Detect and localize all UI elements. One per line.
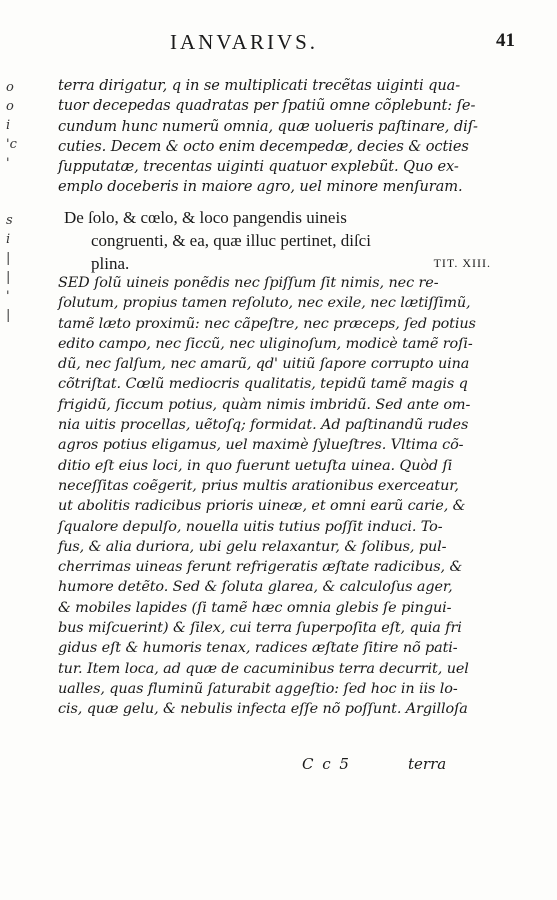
text-line: neceſſitas coẽgerit, prius multis arationibus exerceatur, (58, 477, 459, 494)
margin-mark: s (6, 213, 13, 228)
section-paragraph (58, 273, 476, 720)
running-title: IANVARIVS. (170, 30, 319, 54)
margin-mark: ' (6, 156, 10, 171)
heading-last-line (64, 252, 491, 275)
text-line: ualles, quas fluminũ ſaturabit aggeſtio: ſed hoc in iis lo- (58, 680, 458, 697)
margin-mark: i (6, 232, 11, 247)
signature-mark: C c 5 (302, 755, 351, 773)
text-line: terra dirigatur, q in se multiplicati trecẽtas uiginti qua- (58, 77, 461, 94)
text-line: tur. Item loca, ad quæ de cacuminibus terra decurrit, uel (58, 660, 469, 677)
catchword: terra (408, 755, 447, 773)
margin-mark: ' (6, 289, 10, 304)
text-line: cundum hunc numerũ omnia, quæ uolueris paſtinare, diſ- (58, 117, 478, 135)
text-line: agros potius eligamus, uel maximè ſylueſtres. Vltima cõ- (58, 437, 464, 454)
text-line: emplo doceberis in maiore agro, uel minore menſuram. (58, 178, 463, 196)
text-line: gidus eſt & humoris tenax, radices æſtate ſitire nõ pati- (58, 640, 458, 657)
text-line: cherrimas uineas ferunt refrigeratis æſtate radicibus, & (58, 559, 463, 576)
text-line: ſupputatæ, trecentas uiginti quatuor explebũt. Quo ex- (58, 158, 459, 176)
margin-mark: o (6, 80, 14, 95)
text-line: ſolutum, propius tamen reſoluto, nec exile, nec lætiſſimũ, (58, 295, 471, 312)
margin-marks (6, 78, 26, 325)
margin-mark: | (6, 308, 11, 323)
text-line: bus miſcuerint) & ſilex, cui terra ſuperpoſita eſt, quia fri (58, 620, 462, 637)
heading-line: De ſolo, & cœlo, & loco pangendis uineis (64, 208, 347, 227)
opening-paragraph (58, 76, 478, 198)
margin-mark: o (6, 99, 14, 114)
text-line: frigidũ, ſiccum potius, quàm nimis imbridũ. Sed ante om- (58, 396, 471, 413)
text-line: edito campo, nec ſiccũ, nec uliginoſum, modicè tamẽ roſi- (58, 335, 473, 352)
margin-mark: i (6, 118, 11, 133)
page-footer (0, 755, 557, 779)
text-line: ditio eſt eius loci, in quo fuerunt uetuſta uinea. Quòd ſi (58, 457, 453, 474)
heading-line: plina. (91, 254, 130, 273)
text-line: tuor decepedas quadratas per ſpatiũ omne cõplebunt: ſe- (58, 97, 476, 115)
heading-line: congruenti, & ea, quæ illuc pertinet, diſci (91, 231, 371, 250)
text-line: nia uitis procellas, uẽtoſq; formidat. Ad paſtinandũ rudes (58, 417, 469, 434)
text-line: cõtriſtat. Cœlũ mediocris qualitatis, tepidũ tamẽ magis q (58, 376, 468, 393)
title-number: TIT. XIII. (433, 256, 491, 270)
text-line: humore detẽto. Sed & ſoluta glarea, & calculoſus ager, (58, 579, 453, 596)
text-line: tamẽ læto proximũ: nec cãpeſtre, nec præceps, ſed potius (58, 315, 476, 332)
margin-mark: | (6, 251, 11, 266)
text-line: ſqualore depulſo, nouella uitis tutius poſſit induci. To- (58, 518, 443, 535)
section-heading (64, 206, 491, 275)
margin-mark: | (6, 270, 11, 285)
text-line: & mobiles lapides (ſi tamẽ hæc omnia glebis ſe pingui- (58, 599, 452, 616)
text-line: cis, quæ gelu, & nebulis infecta eſſe nõ poſſunt. Argilloſa (58, 701, 468, 718)
text-line: ut abolitis radicibus prioris uineæ, et omni earũ carie, & (58, 498, 466, 515)
margin-mark: 'c (6, 137, 17, 152)
text-line: SED ſolũ uineis ponẽdis nec ſpiſſum ſit nimis, nec re- (58, 275, 439, 291)
page-header (0, 30, 557, 70)
text-line: cuties. Decem & octo enim decempedæ, decies & octies (58, 137, 469, 155)
text-line: dũ, nec ſalſum, nec amarũ, qd' uitiũ ſapore corrupto uina (58, 356, 470, 373)
text-line: fus, & alia duriora, ubi gelu relaxantur, & ſolibus, pul- (58, 538, 447, 555)
page-number: 41 (496, 30, 515, 51)
